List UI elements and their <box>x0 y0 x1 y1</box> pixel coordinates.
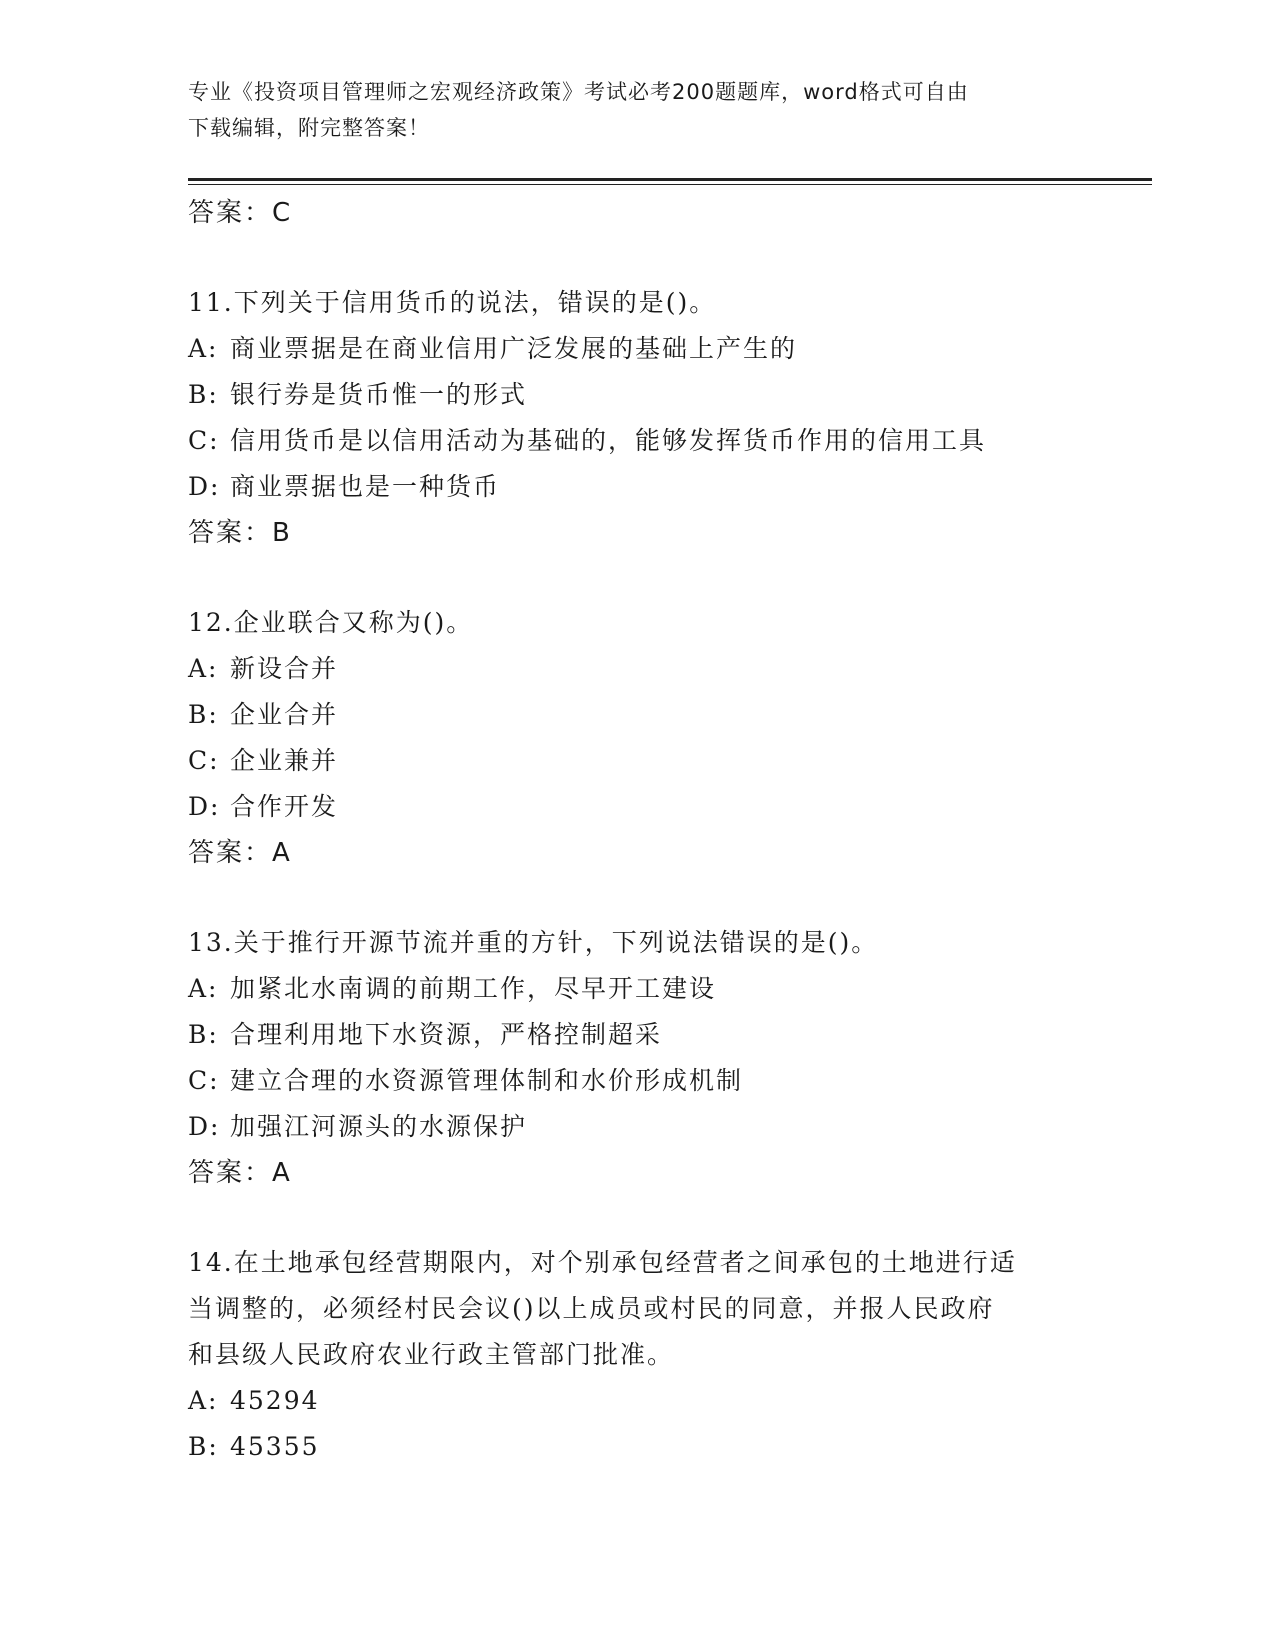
option-text: 企业兼并 <box>230 746 339 775</box>
option-letter: A: <box>188 654 219 683</box>
option-text: 商业票据也是一种货币 <box>230 472 501 501</box>
option-letter: B: <box>188 1432 219 1461</box>
option-c <box>188 1058 1088 1104</box>
option-a <box>188 1378 1088 1424</box>
answer: 答案：A <box>188 1158 292 1188</box>
option-d <box>188 784 1088 830</box>
option-text: 45294 <box>230 1386 320 1415</box>
option-text: 加紧北水南调的前期工作，尽早开工建设 <box>230 974 717 1003</box>
option-d <box>188 1104 1088 1150</box>
answer: 答案：A <box>188 838 292 868</box>
question-stem: 13.关于推行开源节流并重的方针，下列说法错误的是()。 <box>188 928 879 957</box>
option-a <box>188 966 1088 1012</box>
option-letter: D: <box>188 472 221 501</box>
option-text: 企业合并 <box>230 700 339 729</box>
option-letter: B: <box>188 380 219 409</box>
document-header <box>188 74 1088 146</box>
option-text: 新设合并 <box>230 654 339 683</box>
option-letter: A: <box>188 1386 219 1415</box>
option-text: 合作开发 <box>230 792 339 821</box>
option-text: 合理利用地下水资源，严格控制超采 <box>230 1020 663 1049</box>
header-rule-thick <box>188 178 1152 181</box>
option-letter: C: <box>188 426 220 455</box>
option-letter: B: <box>188 1020 219 1049</box>
option-letter: C: <box>188 1066 220 1095</box>
question-stem-line-3: 和县级人民政府农业行政主管部门批准。 <box>188 1340 675 1369</box>
option-text: 加强江河源头的水源保护 <box>230 1112 528 1141</box>
option-d <box>188 464 1088 510</box>
answer: 答案：B <box>188 518 292 548</box>
option-letter: D: <box>188 1112 221 1141</box>
option-c <box>188 738 1088 784</box>
option-b <box>188 1424 1088 1470</box>
option-b <box>188 372 1088 418</box>
option-letter: D: <box>188 792 221 821</box>
question-stem: 12.企业联合又称为()。 <box>188 608 474 637</box>
option-letter: A: <box>188 334 219 363</box>
option-b <box>188 1012 1088 1058</box>
option-text: 信用货币是以信用活动为基础的，能够发挥货币作用的信用工具 <box>230 426 987 455</box>
option-letter: B: <box>188 700 219 729</box>
question-11 <box>188 280 1088 556</box>
question-stem: 11.下列关于信用货币的说法，错误的是()。 <box>188 288 717 317</box>
option-a <box>188 326 1088 372</box>
header-rule-thin <box>188 184 1152 185</box>
question-14 <box>188 1240 1088 1470</box>
option-text: 建立合理的水资源管理体制和水价形成机制 <box>230 1066 744 1095</box>
option-letter: A: <box>188 974 219 1003</box>
option-text: 商业票据是在商业信用广泛发展的基础上产生的 <box>230 334 798 363</box>
option-b <box>188 692 1088 738</box>
option-a <box>188 646 1088 692</box>
question-list <box>188 190 1088 1470</box>
option-text: 银行券是货币惟一的形式 <box>230 380 528 409</box>
option-letter: C: <box>188 746 220 775</box>
option-text: 45355 <box>230 1432 320 1461</box>
question-stem-line-1: 14.在土地承包经营期限内，对个别承包经营者之间承包的土地进行适 <box>188 1248 1017 1277</box>
question-13 <box>188 920 1088 1196</box>
question-stem-line-2: 当调整的，必须经村民会议()以上成员或村民的同意，并报人民政府 <box>188 1294 995 1323</box>
question-12 <box>188 600 1088 876</box>
answer-previous: 答案：C <box>188 198 293 228</box>
header-line-2: 下载编辑，附完整答案！ <box>188 116 430 140</box>
header-line-1: 专业《投资项目管理师之宏观经济政策》考试必考200题题库，word格式可自由 <box>188 80 969 104</box>
option-c <box>188 418 1088 464</box>
